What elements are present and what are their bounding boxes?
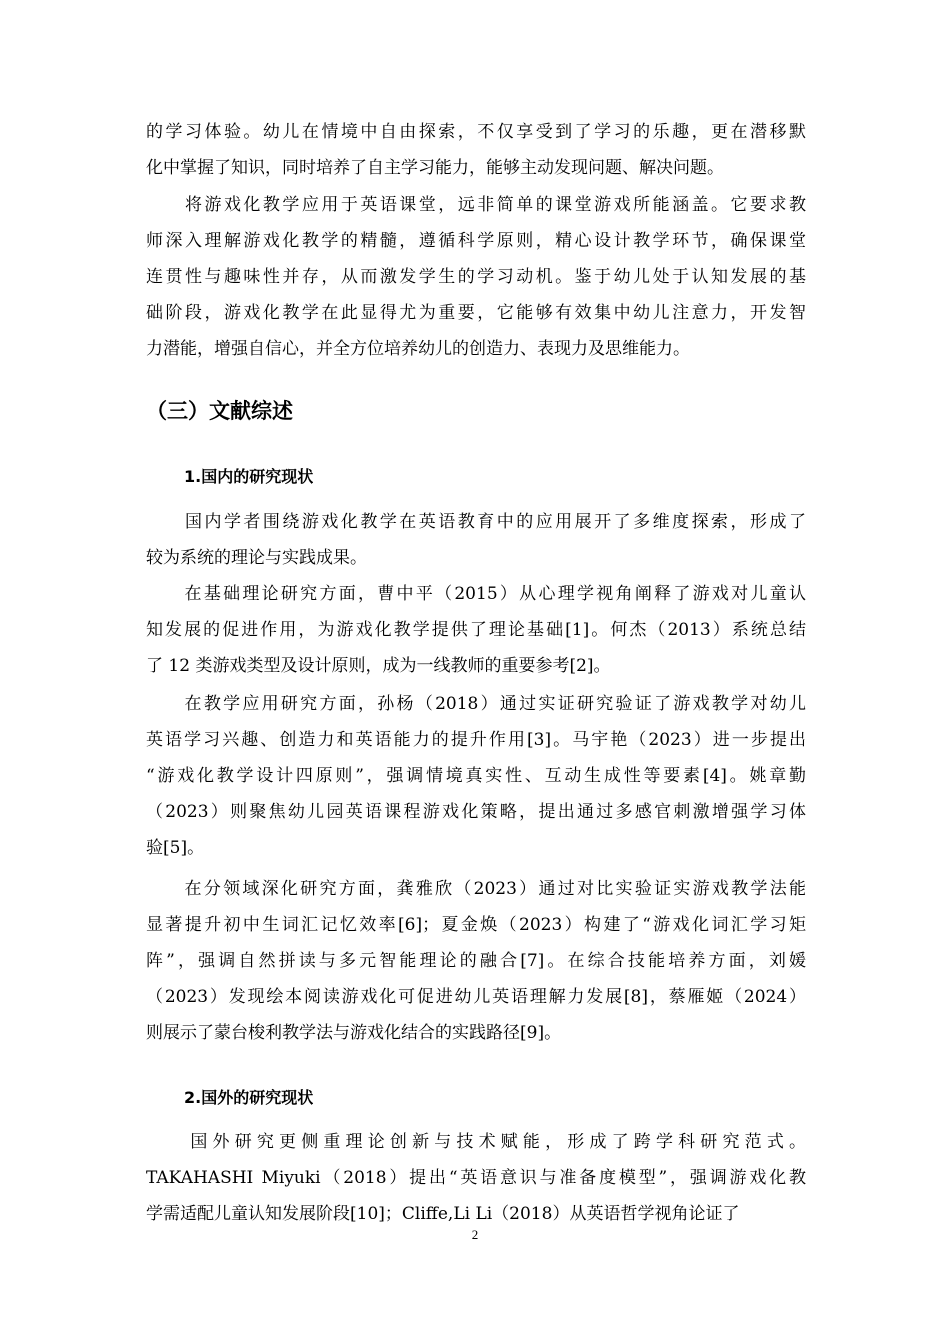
paragraph-3 [146, 504, 806, 576]
paragraph-7 [146, 1124, 806, 1232]
text-line: 国内学者围绕游戏化教学在英语教育中的应用展开了多维度探索，形成了 [146, 512, 806, 532]
text-line: 在分领域深化研究方面，龚雅欣（2023）通过对比实验证实游戏教学法能 [146, 879, 806, 899]
text-line: 化中掌握了知识，同时培养了自主学习能力，能够主动发现问题、解决问题。 [146, 158, 724, 178]
text-line: “游戏化教学设计四原则”，强调情境真实性、互动生成性等要素[4]。姚章勤 [146, 766, 806, 786]
text-line: 了 12 类游戏类型及设计原则，成为一线教师的重要参考[2]。 [146, 656, 611, 676]
text-line: 验[5]。 [146, 838, 205, 858]
text-line: 较为系统的理论与实践成果。 [146, 548, 367, 568]
text-line: 国外研究更侧重理论创新与技术赋能，形成了跨学科研究范式。 [146, 1132, 806, 1152]
subheading-foreign: 2.国外的研究现状 [184, 1088, 314, 1107]
text-line: 力潜能，增强自信心，并全方位培养幼儿的创造力、表现力及思维能力。 [146, 339, 690, 359]
text-line: 师深入理解游戏化教学的精髓，遵循科学原则，精心设计教学环节，确保课堂 [146, 231, 806, 251]
text-line: 阵”，强调自然拼读与多元智能理论的融合[7]。在综合技能培养方面，刘媛 [146, 951, 806, 971]
text-line: 则展示了蒙台梭利教学法与游戏化结合的实践路径[9]。 [146, 1023, 562, 1043]
page-number: 2 [471, 1227, 479, 1242]
text-line: 显著提升初中生词汇记忆效率[6]；夏金焕（2023）构建了“游戏化词汇学习矩 [146, 915, 806, 935]
text-line: TAKAHASHI Miyuki（2018）提出“英语意识与准备度模型”，强调游戏化教 [146, 1168, 806, 1188]
paragraph-1 [146, 114, 806, 186]
subheading-domestic: 1.国内的研究现状 [184, 467, 314, 486]
text-line: 将游戏化教学应用于英语课堂，远非简单的课堂游戏所能涵盖。它要求教 [146, 195, 806, 215]
text-line: 知发展的促进作用，为游戏化教学提供了理论基础[1]。何杰（2013）系统总结 [146, 620, 806, 640]
text-line: 在教学应用研究方面，孙杨（2018）通过实证研究验证了游戏教学对幼儿 [146, 694, 806, 714]
paragraph-4 [146, 576, 806, 684]
text-line: 础阶段，游戏化教学在此显得尤为重要，它能够有效集中幼儿注意力，开发智 [146, 303, 806, 323]
text-line: （2023）则聚焦幼儿园英语课程游戏化策略，提出通过多感官刺激增强学习体 [146, 802, 806, 822]
paragraph-5 [146, 686, 806, 866]
text-line: 连贯性与趣味性并存，从而激发学生的学习动机。鉴于幼儿处于认知发展的基 [146, 267, 806, 287]
paragraph-2 [146, 187, 806, 367]
text-line: 学需适配儿童认知发展阶段[10]；Cliffe,Li Li（2018）从英语哲学视角论证了 [146, 1204, 740, 1224]
section-heading: （三）文献综述 [146, 399, 293, 423]
text-line: 英语学习兴趣、创造力和英语能力的提升作用[3]。马宇艳（2023）进一步提出 [146, 730, 806, 750]
text-line: （2023）发现绘本阅读游戏化可促进幼儿英语理解力发展[8]，蔡雁姬（2024） [146, 987, 806, 1007]
text-line: 的学习体验。幼儿在情境中自由探索，不仅享受到了学习的乐趣，更在潜移默 [146, 122, 806, 142]
text-line: 在基础理论研究方面，曹中平（2015）从心理学视角阐释了游戏对儿童认 [146, 584, 806, 604]
paragraph-6 [146, 871, 806, 1051]
